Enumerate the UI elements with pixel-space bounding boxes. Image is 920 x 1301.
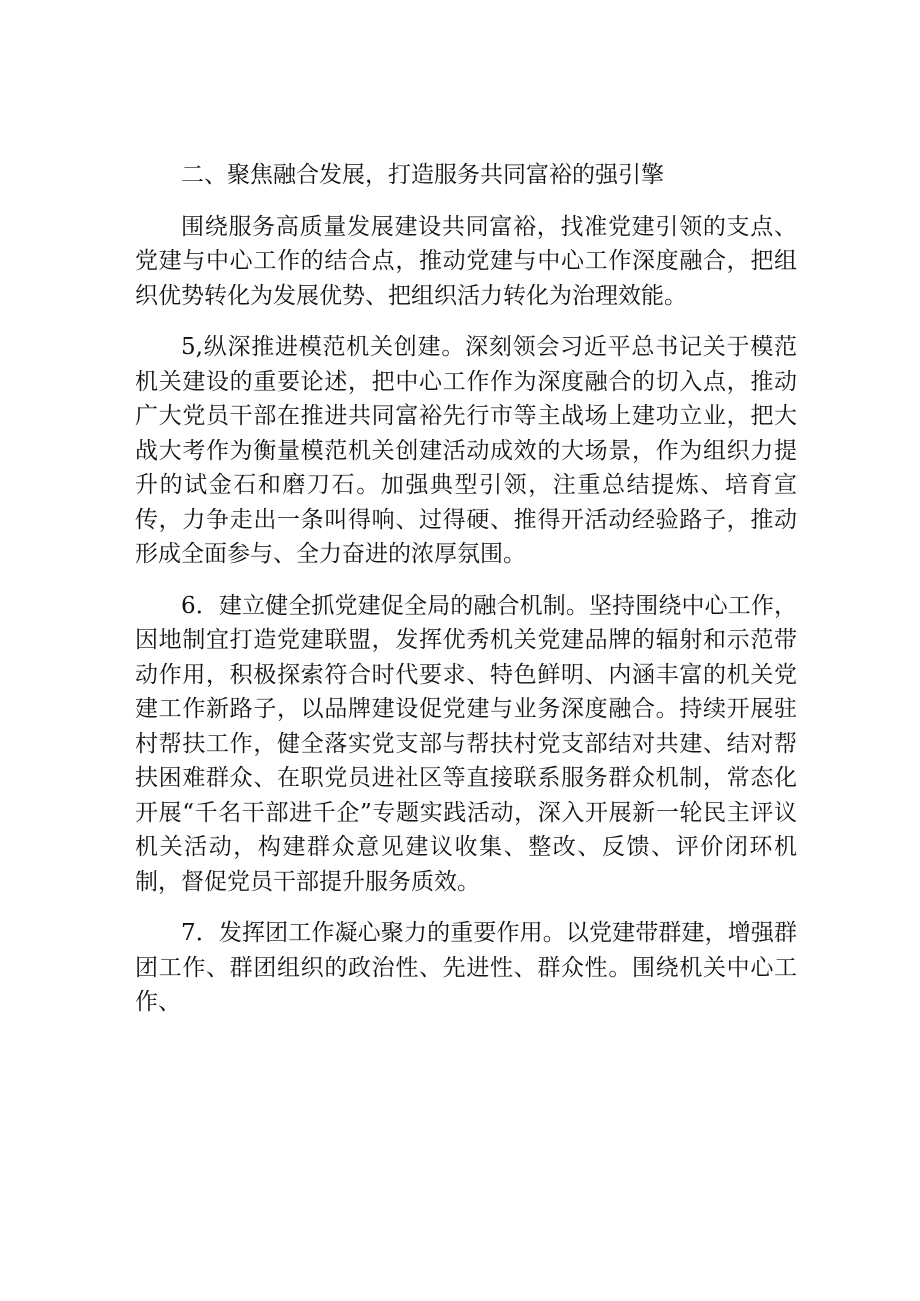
item-text-6: 建立健全抓党建促全局的融合机制。坚持围绕中心工作，因地制宜打造党建联盟，发挥优秀机关党建品牌的辐射和示范带动作用，积极探索符合时代要求、特色鲜明、内涵丰富的机关党建工作新路子，以品牌建设促党建与业务深度融合。持续开展驻村帮扶工作，健全落实党支部与帮扶村党支部结对共建、结对帮扶困难群众、在职党员进社区等直接联系服务群众机制，常态化开展“千名干部进千企”专题实践活动，深入开展新一轮民主评议机关活动，构建群众意见建议收集、整改、反馈、评价闭环机制，督促党员干部提升服务质效。 [135,592,798,895]
document-body [135,158,797,1037]
item-paragraph-5 [135,330,797,572]
item-paragraph-7 [135,916,797,1020]
section-heading: 二、聚焦融合发展，打造服务共同富裕的强引擎 [181,162,664,188]
item-number-6: 6． [181,592,219,619]
item-text-5: 纵深推进模范机关创建。深刻领会习近平总书记关于模范机关建设的重要论述，把中心工作作为深度融合的切入点，推动广大党员干部在推进共同富裕先行市等主战场上建功立业，把大战大考作为衡量模范机关创建活动成效的大场景，作为组织力提升的试金石和磨刀石。加强典型引领，注重总结提炼、培育宣传，力争走出一条叫得响、过得硬、推得开活动经验路子，推动形成全面参与、全力奋进的浓厚氛围。 [135,334,797,567]
item-number-5: 5, [181,334,203,360]
intro-paragraph: 围绕服务高质量发展建设共同富裕，找准党建引领的支点、党建与中心工作的结合点，推动党建与中心工作深度融合，把组织优势转化为发展优势、把组织活力转化为治理效能。 [135,213,797,309]
item-number-7: 7． [181,920,219,946]
item-paragraph-6 [135,589,797,900]
item-text-7: 发挥团工作凝心聚力的重要作用。以党建带群建，增强群团工作、群团组织的政治性、先进性、群众性。围绕机关中心工作、 [135,920,798,1015]
